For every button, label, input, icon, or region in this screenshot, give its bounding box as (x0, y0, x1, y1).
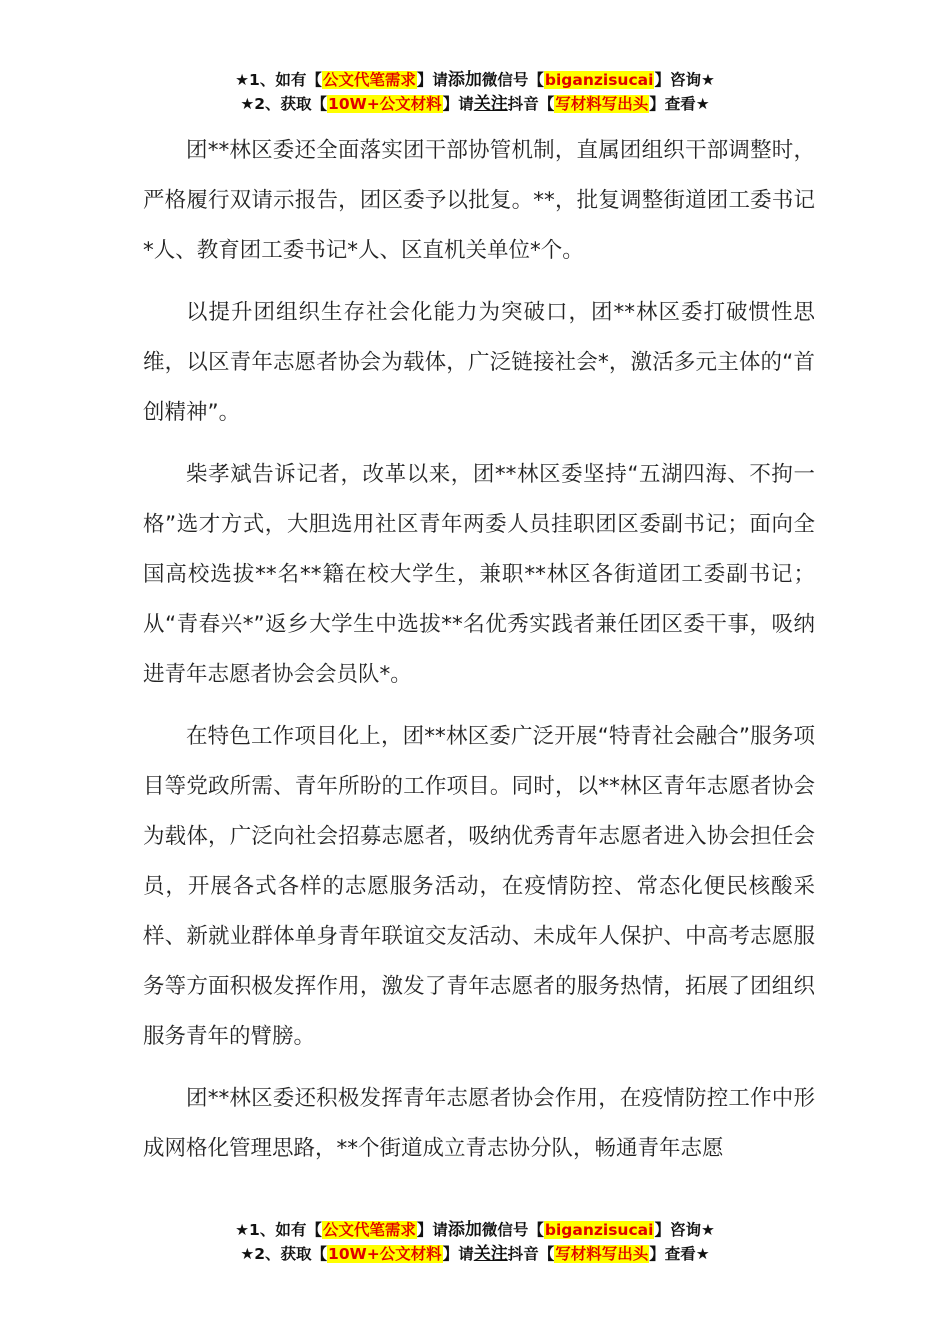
material-highlight: 10W+公文材料 (328, 95, 442, 113)
banner-line-1-suffix: 】咨询★ (654, 71, 715, 89)
banner-line-2-prefix: ★2、获取【 (240, 95, 328, 113)
banner-line-2-mid1: 】请 (442, 95, 474, 113)
footer-banner (0, 1218, 950, 1266)
banner-line-1-action: 添加 (447, 70, 482, 90)
douyin-highlight: 写材料写出头 (555, 95, 649, 113)
footer-line-2-prefix: ★2、获取【 (240, 1245, 328, 1263)
wechat-id-highlight: biganzisucai (544, 71, 654, 89)
footer-service-highlight: 公文代笔需求 (322, 1221, 416, 1239)
banner-line-2 (0, 92, 950, 116)
footer-line-1-suffix: 】咨询★ (654, 1221, 715, 1239)
paragraph: 团**林区委还积极发挥青年志愿者协会作用，在疫情防控工作中形成网格化管理思路，**个街道成立青志协分队，畅通青年志愿 (143, 1086, 815, 1161)
paragraph: 柴孝斌告诉记者，改革以来，团**林区委坚持“五湖四海、不拘一格”选才方式，大胆选用社区青年两委人员挂职团区委副书记；面向全国高校选拔**名**籍在校大学生，兼职**林区各街道团工委副书记；从“青春兴*”返乡大学生中选拔**名优秀实践者兼任团区委干事，吸纳进青年志愿者协会会员队*。 (143, 462, 815, 687)
footer-line-1-mid2: 微信号【 (481, 1221, 544, 1239)
banner-line-1-mid1: 】请 (416, 71, 448, 89)
footer-wechat-id-highlight: biganzisucai (544, 1221, 654, 1239)
footer-line-2-mid2: 抖音【 (507, 1245, 555, 1263)
header-banner (0, 68, 950, 116)
footer-line-1-action: 添加 (447, 1220, 482, 1240)
footer-line-2-mid1: 】请 (442, 1245, 474, 1263)
footer-douyin-highlight: 写材料写出头 (555, 1245, 649, 1263)
footer-line-2-action: 关注 (473, 1244, 508, 1264)
banner-line-1-prefix: ★1、如有【 (235, 71, 322, 89)
footer-line-2-suffix: 】查看★ (649, 1245, 710, 1263)
footer-material-highlight: 10W+公文材料 (328, 1245, 442, 1263)
banner-line-1 (0, 68, 950, 92)
document-body (143, 126, 815, 1186)
paragraph: 团**林区委还全面落实团干部协管机制，直属团组织干部调整时，严格履行双请示报告，团区委予以批复。**，批复调整街道团工委书记*人、教育团工委书记*人、区直机关单位*个。 (143, 138, 815, 263)
paragraph: 在特色工作项目化上，团**林区委广泛开展“特青社会融合”服务项目等党政所需、青年所盼的工作项目。同时，以**林区青年志愿者协会为载体，广泛向社会招募志愿者，吸纳优秀青年志愿者进入协会担任会员，开展各式各样的志愿服务活动，在疫情防控、常态化便民核酸采样、新就业群体单身青年联谊交友活动、未成年人保护、中高考志愿服务等方面积极发挥作用，激发了青年志愿者的服务热情，拓展了团组织服务青年的臂膀。 (143, 724, 815, 1049)
paragraph: 以提升团组织生存社会化能力为突破口，团**林区委打破惯性思维，以区青年志愿者协会为载体，广泛链接社会*，激活多元主体的“首创精神”。 (143, 300, 815, 425)
footer-line-1 (0, 1218, 950, 1242)
footer-line-2 (0, 1242, 950, 1266)
service-highlight: 公文代笔需求 (322, 71, 416, 89)
banner-line-2-suffix: 】查看★ (649, 95, 710, 113)
footer-line-1-prefix: ★1、如有【 (235, 1221, 322, 1239)
banner-line-1-mid2: 微信号【 (481, 71, 544, 89)
banner-line-2-action: 关注 (473, 94, 508, 114)
footer-line-1-mid1: 】请 (416, 1221, 448, 1239)
banner-line-2-mid2: 抖音【 (507, 95, 555, 113)
